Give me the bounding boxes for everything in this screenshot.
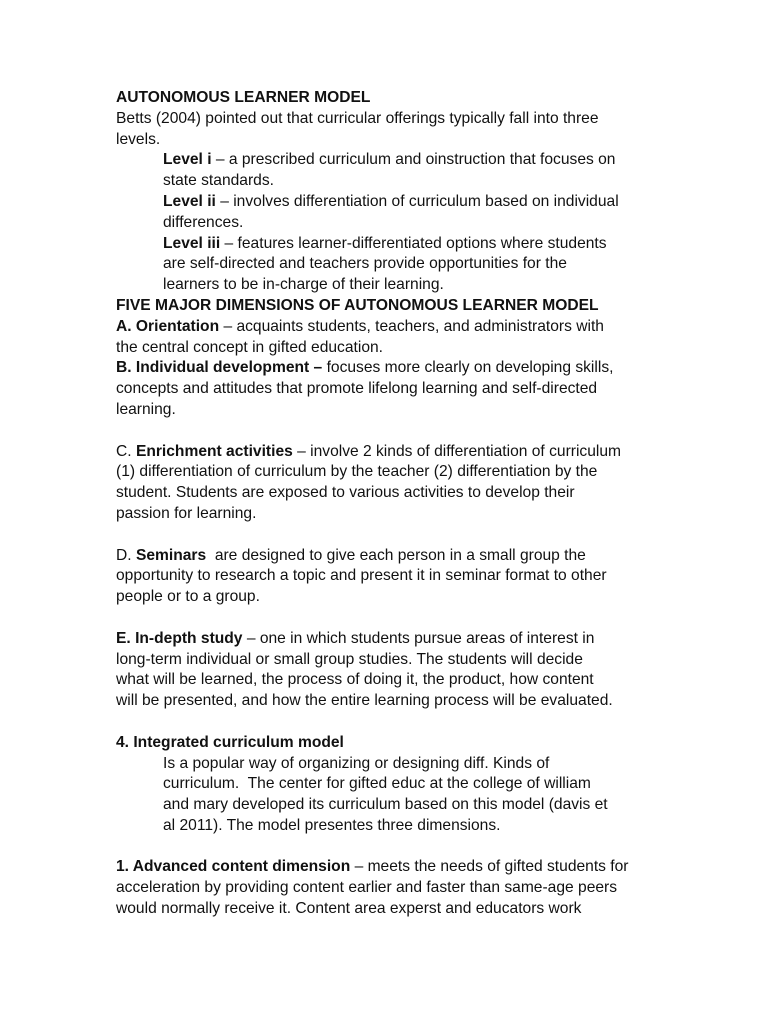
section-heading: FIVE MAJOR DIMENSIONS OF AUTONOMOUS LEARNER MODEL (116, 296, 599, 314)
dimension-c-cont: passion for learning. (116, 504, 257, 522)
dimension-c: C. Enrichment activities – involve 2 kinds of differentiation of curriculum (116, 442, 622, 460)
icm-text: and mary developed its curriculum based on this model (davis et (163, 796, 608, 814)
advanced-content-cont: would normally receive it. Content area experst and educators work (116, 900, 582, 918)
dimension-b: B. Individual development – focuses more clearly on developing skills, (116, 359, 614, 377)
level-item-cont: differences. (163, 213, 244, 231)
intro-line: levels. (116, 130, 161, 148)
dimension-d-cont: people or to a group. (116, 588, 260, 606)
document-page (116, 88, 661, 920)
intro-line: Betts (2004) pointed out that curricular offerings typically fall into three (116, 109, 599, 127)
dimension-b-cont: concepts and attitudes that promote lifelong learning and self-directed (116, 380, 598, 398)
paragraph-gap (116, 525, 661, 546)
dimension-c-cont: (1) differentiation of curriculum by the teacher (2) differentiation by the (116, 463, 598, 481)
icm-heading: 4. Integrated curriculum model (116, 733, 344, 751)
dimension-d-cont: opportunity to research a topic and present it in seminar format to other (116, 567, 607, 585)
paragraph-gap (116, 712, 661, 733)
dimension-a-cont: the central concept in gifted education. (116, 338, 384, 356)
level-item: Level iii – features learner-differentiated options where students (163, 234, 607, 252)
dimension-b-cont: learning. (116, 400, 176, 418)
icm-text: curriculum. The center for gifted educ at the college of william (163, 775, 591, 793)
dimension-e-cont: long-term individual or small group studies. The students will decide (116, 650, 583, 668)
dimension-e-cont: what will be learned, the process of doing it, the product, how content (116, 671, 594, 689)
level-item-cont: learners to be in-charge of their learning. (163, 276, 444, 294)
paragraph-gap (116, 608, 661, 629)
advanced-content-dimension: 1. Advanced content dimension – meets the needs of gifted students for (116, 858, 629, 876)
dimension-a: A. Orientation – acquaints students, teachers, and administrators with (116, 317, 604, 335)
level-item: Level ii – involves differentiation of curriculum based on individual (163, 192, 619, 210)
advanced-content-cont: acceleration by providing content earlier and faster than same-age peers (116, 879, 618, 897)
dimension-d: D. Seminars are designed to give each person in a small group the (116, 546, 586, 564)
dimension-e: E. In-depth study – one in which students pursue areas of interest in (116, 629, 595, 647)
dimension-c-cont: student. Students are exposed to various activities to develop their (116, 484, 575, 502)
paragraph-gap (116, 421, 661, 442)
doc-title: AUTONOMOUS LEARNER MODEL (116, 89, 371, 106)
icm-text: al 2011). The model presentes three dimensions. (163, 816, 501, 834)
paragraph-gap (116, 837, 661, 858)
level-item-cont: state standards. (163, 172, 274, 190)
level-item-cont: are self-directed and teachers provide opportunities for the (163, 255, 567, 273)
level-item: Level i – a prescribed curriculum and oinstruction that focuses on (163, 151, 616, 169)
dimension-e-cont: will be presented, and how the entire learning process will be evaluated. (116, 692, 613, 710)
icm-text: Is a popular way of organizing or designing diff. Kinds of (163, 754, 550, 772)
